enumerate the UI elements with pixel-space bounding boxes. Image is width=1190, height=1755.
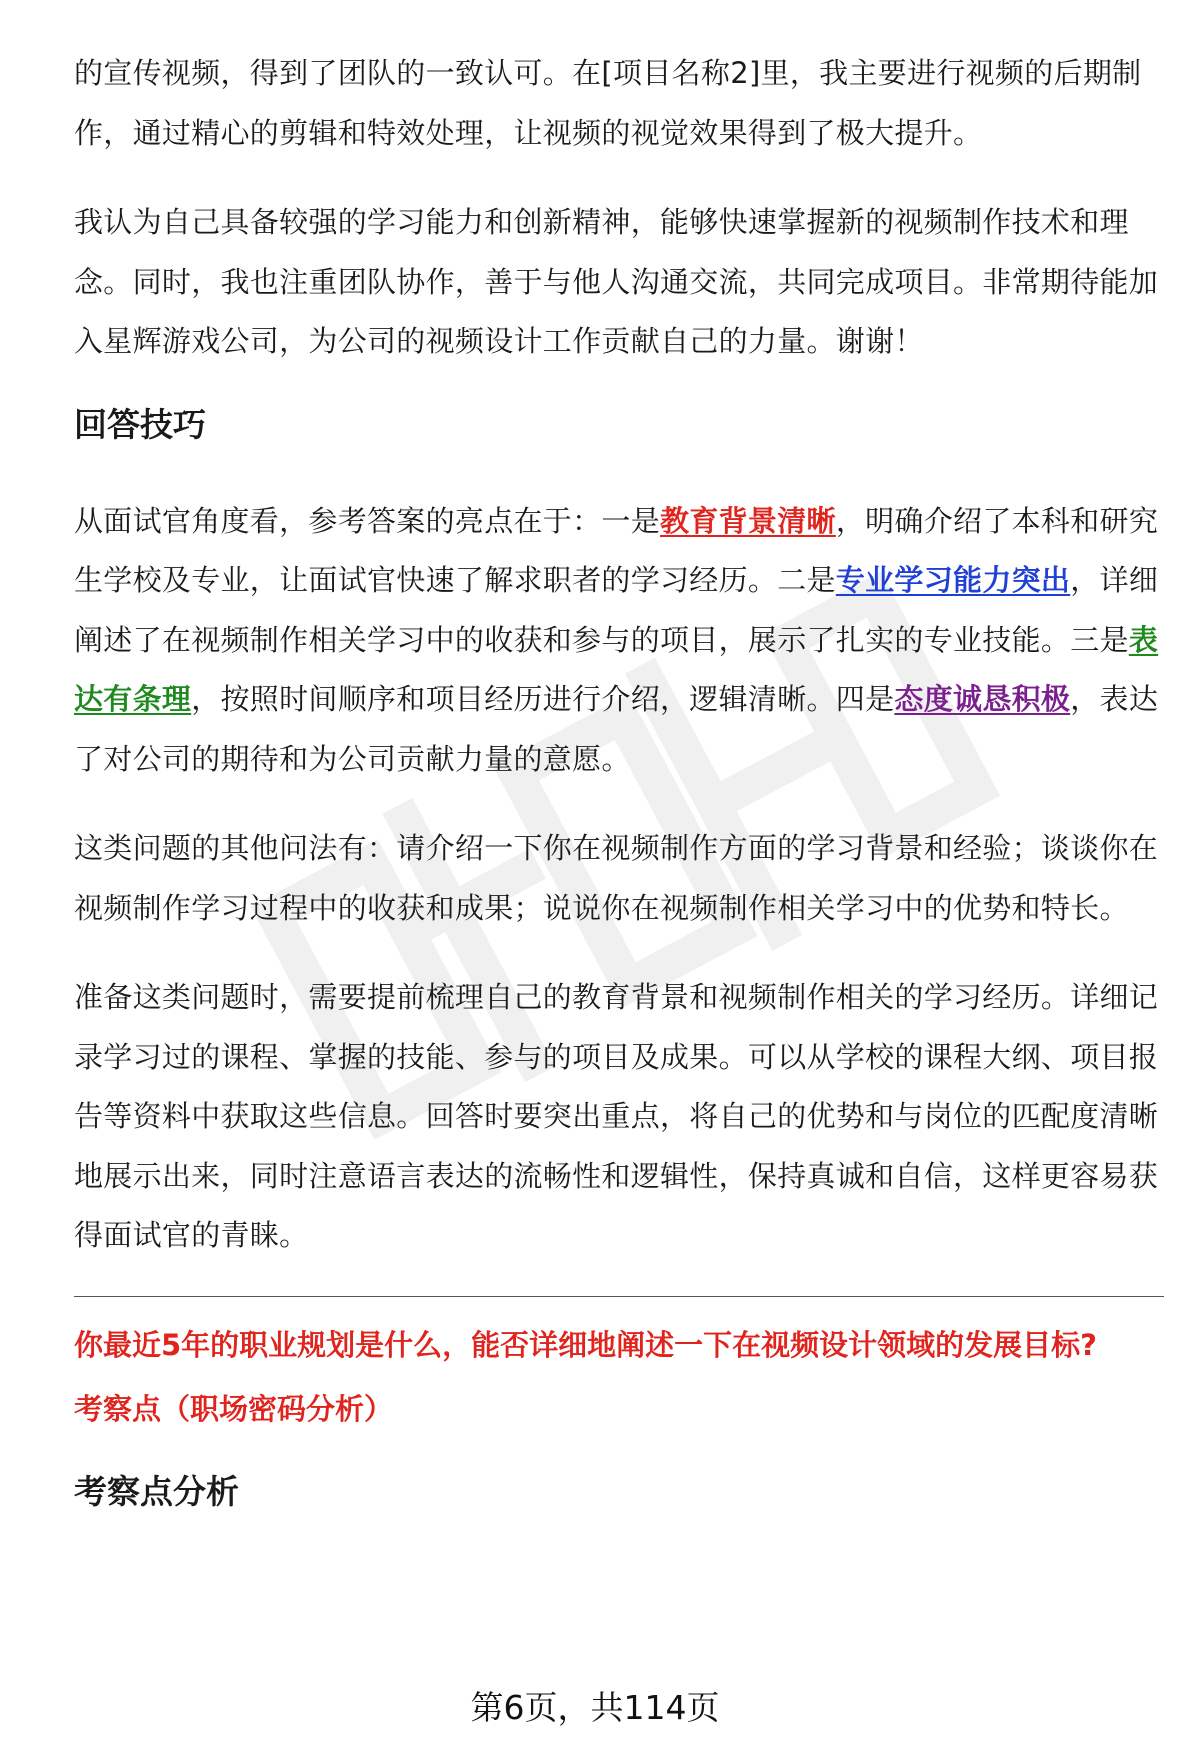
highlight-education: 教育背景清晰 — [660, 503, 836, 538]
tips-text-1: 从面试官角度看，参考答案的亮点在于：一是 — [74, 503, 661, 538]
tips-text-2: ，明确介绍了本科和研究生学校及专业，让面试官快速了解求职者的学习经历。二是 — [74, 503, 1159, 597]
section-heading-tips: 回答技巧 — [74, 404, 206, 444]
tips-paragraph-alternatives: 这类问题的其他问法有：请介绍一下你在视频制作方面的学习背景和经验；谈谈你在视频制作学习过程中的收获和成果；说说你在视频制作相关学习中的优势和特长。 — [74, 831, 1159, 925]
tips-text-5: ，表达了对公司的期待和为公司贡献力量的意愿。 — [74, 682, 1159, 776]
next-question-subtitle: 考察点（职场密码分析） — [74, 1391, 394, 1426]
highlight-learning-ability: 专业学习能力突出 — [835, 563, 1071, 597]
tips-text-4: ，按照时间顺序和项目经历进行介绍，逻辑清晰。四是 — [191, 682, 895, 716]
page-number-footer: 第6页，共114页 — [470, 1688, 720, 1727]
highlight-clear-expression: 表达有条理 — [74, 622, 1159, 716]
tips-text-3: ，详细阐述了在视频制作相关学习中的收获和参与的项目，展示了扎实的专业技能。三是 — [74, 563, 1159, 657]
section-divider — [74, 1296, 1164, 1297]
tips-paragraph-highlights — [74, 492, 1160, 790]
document-content — [74, 44, 1160, 1559]
intro-paragraph: 的宣传视频，得到了团队的一致认可。在[项目名称2]里，我主要进行视频的后期制作，通过精心的剪辑和特效处理，让视频的视觉效果得到了极大提升。 — [74, 56, 1142, 150]
self-assessment-paragraph: 我认为自己具备较强的学习能力和创新精神，能够快速掌握新的视频制作技术和理念。同时，我也注重团队协作，善于与他人沟通交流，共同完成项目。非常期待能加入星辉游戏公司，为公司的视频设计工作贡献自己的力量。谢谢！ — [74, 205, 1159, 358]
tips-paragraph-preparation: 准备这类问题时，需要提前梳理自己的教育背景和视频制作相关的学习经历。详细记录学习过的课程、掌握的技能、参与的项目及成果。可以从学校的课程大纲、项目报告等资料中获取这些信息。回答时要突出重点，将自己的优势和与岗位的匹配度清晰地展示出来，同时注意语言表达的流畅性和逻辑性，保持真诚和自信，这样更容易获得面试官的青睐。 — [74, 980, 1159, 1252]
section-heading-analysis: 考察点分析 — [74, 1471, 239, 1511]
highlight-attitude: 态度诚恳积极 — [894, 682, 1071, 716]
next-question-title: 你最近5年的职业规划是什么，能否详细地阐述一下在视频设计领域的发展目标? — [74, 1327, 1098, 1362]
